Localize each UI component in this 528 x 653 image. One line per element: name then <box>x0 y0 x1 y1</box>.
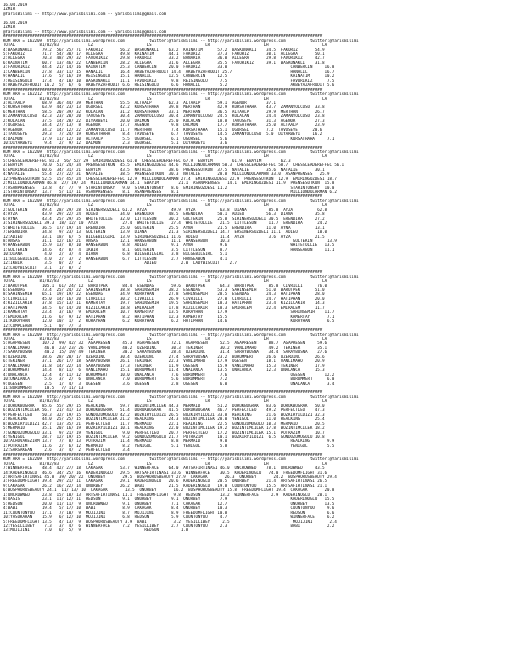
text-line: ################################################################################################################################### <box>3 194 323 199</box>
text-line: 12:COMPLEABA 5.1 0/ 7/ 3 <box>3 323 81 328</box>
text-line: TOTAL 81/82/83 LZ LS LR LH LA <box>3 336 328 341</box>
text-line: 10:ACHOVAKEZIRM 13.7 7/ 8/ 13 POTRAZIM 11.4 MERMAID 8.8 MERMAID 9.0 REALKING 9.9 <box>3 439 335 444</box>
text-line: 5:WHITETOLLIE 36.5 17/ 19/ 14 ERENDIRA 25.0 GULTEKIN 25.5 AYNA 21.5 ERENDIRA 11.0 AYNA 13.1 <box>3 225 325 230</box>
text-line: 4:AYZA 43.9 29/ 22/ 24 ADIEU 34.0 ERENDIRA 48.5 ERENDIRA 50.1 ADIEU 56.3 DIANA 35.8 <box>3 212 325 217</box>
text-line: 8:AKBEYAZAFRODIT 16.2 5/ 6/ 6 AKBEYAZAFRODIT 6.6 REISINGOLU 6.6 HANALIL 5.2 AKBEYAZAFRODIT 5.6 <box>3 83 335 88</box>
text-line: 11:BURUMMERT 10.5 7/ 11/ 13 <box>3 385 84 390</box>
text-line: 6:BOZINTIMCILEK 56.7 21/ 41/ 13 DORUKBUGRAK 51.4 DORUKBUGRAK 41.5 DORUKBUGRAK 46.7 PERFECTLEO 49.2 PERFECTLEO 47.3 <box>3 408 325 413</box>
text-line: 2:VANLIMAHO 31.8 14/ 22/ 14 SARAYBOSNA 17.3 TEKINER 11.9 OGESEN 15.9 VANLIMAHO 15.3 TEKINER 17.9 <box>3 363 325 368</box>
text-line: 9:HANSEABON 15.9 13/ 8/ 10 HANSEABON 8.8 ADIEU 9.1 AYNA 9.6 WHITETOLLIE 13.5 <box>3 243 335 248</box>
text-line: 7:GUNDUZUMUGULU 33.1 9/ 21/ 19 YENIGUL 9.0 PERFECTLEO 20.7 PERFECTLEO 17.2 BOZINTIMCILEK 15.1 POTRAZIM 10.7 <box>3 430 325 435</box>
text-line: 7:ERENDIRA 34.8 9/ 23/ 13 GULTEKIN 13.9 DIANA 21.3 SIRINERSUZDELI 14.7 ERSINERSUZDELI 11.1 ADIEU 10.0 <box>3 230 328 235</box>
text-line: TOTAL 81/82/83 LZ LS LR LH LA <box>3 154 328 159</box>
text-line: @YarisBilimi -- http://www.yarisbilimi.com -- yarisbilimi@gmail.com <box>3 29 167 34</box>
text-line: 12:ADIEU 33.1 18/ 6/ 5 BILGEBILGIRL 13.9 SIRINERSUZDELI 11.6 ADIEU 11.4 AYZA 3.6 AYZA 21.5 <box>3 234 325 239</box>
text-line: 3:FAVORIKIZ 44.4 21/ 14/ 16 KAINATIM 25.3 CANBERCIN 20.0 FAKORIZ 33.0 CANBERCIN 16.8 <box>3 65 335 70</box>
text-line: TOTAL 81/82/83 LZ LS LR LH LA <box>3 279 328 284</box>
text-line: 9:CAKAGAK 26.2 16/ 22/ 14 ONURBEY 26.2 BABI 21.5 KADERINOGLU 19.8 COUNTONYOU 15.5 ARTSAFIRTINASI 21.1 <box>3 483 328 488</box>
text-line: 7:SARAYBOSNA 40.2 15/ 19/ 49 TEKINER 30.2 SARAYBOSNA 28.4 OZERDINC 31.4 SARAYBOSNA 34.4 SARAYBOSNA 27.6 <box>3 350 328 355</box>
text-line: 2:REALKING 44.0 25/ 25/ 15 BOZINTIMCILEK 21.2 REALKING 24.3 BOZINTIMCILEK 28.0 YENIGUL 11.0 REALKING 25.4 <box>3 417 325 422</box>
text-line: 3:HATIPHAN 34.5 6/ 14/ 20 KIZILCAKIR 18.8 EMIRALEM 17.8 KIZILCAKIR 18.3 EMIRALEM 22.4 EMIRALEM 11.7 <box>3 305 325 310</box>
text-line: 1:TAVUSEYE 29.3 7/ 24/ 19 KURSATHAHA 8.4 TAVUSEYE 6.7 TAVUSEYE 14.5 ZAMANYOLCUSU 5.0 DIYARBEYI 16.2 <box>3 132 323 137</box>
text-line: ################################################################################################################################### <box>3 34 323 39</box>
text-line: 10:DIANA 4.0 2/ 3/ 4 DIANA 6.8 BILGEBILGIRL 3.8 BILGEBILGIRL 5.1 <box>3 252 228 257</box>
text-line: 2:ARTSAFIRTINASI 45.8 39/ 20/ 22 ONURBEY 29.5 BOSPHORUSBEAUTY 27.9 CAKAGAK 26.3 ONURBEY 24.2 BOSPHORUSBEAUTY 29.4 <box>3 475 337 480</box>
text-line: 6:KAINATIM 60.7 13/ 46/ 22 CANBERCIN 28.2 ALLEGRA 31.6 ALLEGRA 35.5 FAVORIKIZ 39.1 BASKONAKLI 31.8 <box>3 60 325 65</box>
text-line: 1:KAMERTAY 23.4 3/ 16/ 9 EMIRALEM 10.7 KAMERTAY 13.5 KORAYHAN 17.9 SAHINSEMIH 11.7 <box>3 310 335 315</box>
text-line: KUM ARA = 162209 http://yarisbilimi.wordpress.com twitter:@YarisBilimi -- http://yarisbilimi.wordpress.com twitter:@YarisBilimi <box>3 198 359 203</box>
text-line: 12:SARSAKEAN 2.6 3/ 4/ 2 PERFECTLEO 3.4 <box>3 448 130 453</box>
text-line: 12:PRENSESUTKUN 52.5 15/ 45/ 24 CHESSLEADEREFFEC 12.9 MILLIONDOLARMAN 27.4 EMIRINGOZDESI 22.9 PRENSESUTKUN 12.9 EMIRINGOZDESI 18.7 <box>3 176 337 181</box>
text-line: 6:ESENDAG 73.4 25/ 24/ 22 SAHINSEMIH 38.8 SAHINSEMIH 38.2 ESENDAG 53.3 SAHINSEMIH 51.0 BARUTPEK 51.0 <box>3 288 325 292</box>
text-line: 8:OZERDINC 38.6 28/ 20/ 17 OZERDINC 30.4 OZERDINC 27.4 SARAYBOSNA 23.2 BURUMMERT 26.6 OZERDINC 26.6 <box>3 354 325 359</box>
text-line: 11:BILGEBILGIRL 4.0 2/ 3/ 2 HANSEABON 6.7 LITTLESUN 2.7 HANSEABON 4.1 <box>3 256 228 261</box>
text-line: 3:SIRINERSUZDELI 39.3 18/ 12/ 10 AYZA 27.4 WHITETOLLIE 27.4 WHITETOLLIE 21.5 LITTLESUN 11.7 ERENDIRA 24.2 <box>3 221 328 226</box>
text-line: 6:BOSPHORUSBEAUTY 24.1 11/ 13/ 10 CAKAGAK 13.5 ONURBEY 16.2 BOSPHORUSBEAUTY 15.8 FREEDOMFLIGHT 19.4 CAKAGAK 20.8 <box>3 488 335 493</box>
text-line: 12:YESILLIBEY 7.3 3/ 4/ 6 WINNERFACE 7.2 YESILLIBEY 2.7 COUNTONYOU 2.3 BABI 2.2 <box>3 524 335 529</box>
text-line: 7:REISINGOLU 17.4 4/ 10/ 10 BASKONAKLI 11.1 FAVORIKIZ 9.8 REISINGOLU 7.5 FAVORIKIZ 7.5 <box>3 78 335 83</box>
text-line: 5:REDSUN 20.0 11/ 11/ 9 UNCROWNED 9.1 ONURBEY 7.1 CAKAGAK 12.7 ONURBEY 13.5 <box>3 501 335 506</box>
text-line: 1:STARINTONSKY 13.7 5/ 11/ 11 ASANPRENSES 8.1 ASANPRENSES 8.1 MILLIONDOLARMAN 6.2 <box>3 190 337 195</box>
text-line: 10:UNALANCA 5.6 3/ 2/ 6 UNALANCA 7.0 BURUMMERT 5.6 BURUMMERT 7.2 BURUMMERT 6.0 <box>3 377 335 382</box>
text-line: TOTAL 81/82/83 LZ LS LR LH LA <box>3 96 328 101</box>
text-line: ################################################################################################################################### <box>3 328 323 333</box>
text-line: 6:MERTHAN 58.5 20/ 39/ 32 KOLACAN 31.2 KURSATHAHA 33.1 MERTHAN 36.5 ALTAALP 29.9 MERTHAN 26.7 <box>3 109 325 114</box>
text-line: 13:MOJIJINI 7.0 6/ 5/ 9 REDSUN 1.8 <box>3 528 189 533</box>
text-line: ################################################################################################################################### <box>3 87 323 92</box>
text-line: 8:OASIS 23.1 11/ 12/ 11 REDSUN 9.1 ONURBEY 9.1 ONURBEY 7.9 KADERINOGLU 15.5 <box>3 497 335 502</box>
text-line: 3:FREEDOMFLIGHT 39.4 29/ 21/ 11 CAKAGAK 29.1 KADERINOGLU 20.6 KADERINOGLU 20.5 ONURBEY 21.4 ARTSAFIRTINASI 26.5 <box>3 479 328 484</box>
document-text <box>3 3 525 533</box>
text-line: 16.04.2019 <box>3 3 28 7</box>
text-line: ################################################################################################################################### <box>3 270 323 275</box>
text-line: TOTAL 81/82/83 LZ LS LR LH LA <box>3 461 328 466</box>
text-line: 1:UNCROWNED 23.8 15/ 10/ 13 ARTSAFIRTINASI 11.1 FREEDOMFLIGHT 9.8 REDSUN 13.2 WINNERFACE 2.9 KADERINOGLU 20.1 <box>3 492 328 497</box>
text-line: 3:ALTAALP 68.9 36/ 44/ 39 MERTHAN 55.5 ALTAALP 62.3 ALTAALP 59.1 AGENOR 37.1 <box>3 100 276 105</box>
text-line: 7:WINNERFACE 48.4 42/ 27/ 18 CAKAGAK 53.7 WINNERFACE 64.0 ARTSAFIRTINASI 46.0 UNCROWNED 78.1 UNCROWNED 43.5 <box>3 466 325 471</box>
text-line: 3:BURUMMERT 14.4 8/ 11/ 6 VANLIMAHO 15.1 BURUMMERT 11.4 UNALANCA 13.5 UNALANCA 12.3 UNALANCA 15.3 <box>3 368 325 373</box>
text-line: 1:CANBERCIN 27.8 33/ 11/ 15 HANALIL 16.4 AKBEYAZAFRODIT 14.4 AKBEYAZAFRODIT 25.7 HANALIL 16.7 <box>3 69 335 74</box>
text-line: 4:UNALANCA 12.4 4/ 11/ 12 BURUMMERT 10.0 UNALANCA 7.6 BURUMMERT 7.6 OGESEN 12.2 <box>3 372 335 377</box>
text-line: 9:OGESEN 2.5 1/ 4/ 3 OGESEN 3.6 OGESEN 2.8 OGESEN 6.0 UNALANCA 3.4 <box>3 381 335 386</box>
text-line: 4:YENIGUL 28.7 12/ 19/ 15 BOZINTIMCILEK 9.2 GUNDUZUMUGULU 21.7 POTRAZIM 10.1 BOZKIRYILDIZI 6.5 GUNDUZUMUGULU 10.8 <box>3 434 325 439</box>
text-line: 6:TEKINER 37.1 26/ 17/ 18 SARAYBOSNA 26.1 TEKINER 22.3 VANLIMAHO 17.9 OGESEN 18.1 VANLIMAHO 20.9 <box>3 359 325 364</box>
text-line: 4:BASKONAKLI 79.2 56/ 25/ 71 FAKORIZ 56.2 BASKONAKLI 63.2 KAINATIM 57.2 BASKONAKLI 34.5 FAKORIZ 54.9 <box>3 47 325 52</box>
text-line: 2:ALLEGRA 70.3 48/ 29/ 32 FAVORIKIZ 29.8 FAKORIZ 33.2 BANARIA 36.0 ALLEGRA 29.8 FAVORIKIZ 42.7 <box>3 56 325 61</box>
text-line: 8:SAHINSEMIH 65.1 19/ 19/ 22 ESENDAG 34.9 KORAYHAN 27.8 SAHINSEMIH 28.5 ESENDAG 24.3 HATIPHAN 28.0 <box>3 292 325 297</box>
text-line: TOTAL 81/82/83 LZ LS LR LH LA <box>3 399 328 404</box>
text-line: 6:AYNA 43.4 25/ 29/ 35 WHITETOLLIE 32.0 LITTLESUN 30.2 GULTEKIN 25.8 SIRINERSUZDELI 30.5 ERENDIRA 27.2 <box>3 216 325 221</box>
text-line: 5:CHESSLEADEREFFEC 81.3 56/ 52/ 29 EMIRINGOZDESI 61.0 CHESSLEADEREFFEC 67.9 EBAYIM 61.9 EBAYIM 62.3 <box>3 158 291 163</box>
text-line: 3:EBAYIM 70.0 51/ 24/ 34 PRENSESUTKUN 45.5 EMIRINGOZDESI 44.6 MILLIONDOLARMAN 50.3 CHESSLEADEREFFEC 58.7 CHESSLEADEREFFEC 56.1 <box>3 163 345 168</box>
text-line: IZMIR <box>3 25 16 30</box>
text-line: 1:GULTEKIN 14.6 4/ 8/ 4 IKBIR 8.1 GULTEKIN 3.5 LITTLESUN 8.7 HANSEABON 11.1 <box>3 247 335 252</box>
text-line: KUM ARA = 162209 http://yarisbilimi.wordpress.com twitter:@YarisBilimi -- http://yarisbilimi.wordpress.com twitter:@YarisBilimi <box>3 149 359 154</box>
text-line: KUM ARA = 162209 http://yarisbilimi.wordpress.com twitter:@YarisBilimi -- http://yarisbilimi.wordpress.com twitter:@YarisBilimi <box>3 38 359 43</box>
text-line: 9:HANALIL 17.6 5/ 16/ 19 REISINGOLU 15.1 HANALIL 12.5 CANBERCIN 12.5 KAINATIM 10.2 <box>3 74 335 79</box>
text-line: 4:NATALIE 55.4 27/ 22/ 31 NATALIE 38.5 PRENSESUTKUN 30.3 NATALIE 28.8 MILLIONDOLARMAN 33.0 ASANPRENSES 25.9 <box>3 172 330 177</box>
text-line: 10:DIYARBEYI 9.4 2/ 9/ 12 DALMON 2.3 UGURSEL 5.1 DIYARBEYI 3.6 <box>3 141 228 146</box>
text-line: ################################################################################################################################### <box>3 390 323 395</box>
text-line: KUM ARA = 162209 http://yarisbilimi.wordpress.com twitter:@YarisBilimi -- http://yarisbilimi.wordpress.com twitter:@YarisBilimi <box>3 274 359 279</box>
text-line: 7:EMIRALEM 21.6 6/ 9/ 12 HATIPHAN 8.2 HATIPHAN 12.3 KAMERTAY 15.5 KAMERTAY 7.1 <box>3 314 335 319</box>
text-line: 2:BARUTPEK 105.1 61/ 24/ 12 BARUTPEK 84.4 ESENDAG 59.6 BARUTPEK 64.3 BARUTPEK 85.8 CIVRILLI 76.0 <box>3 283 328 288</box>
text-line: 11:COUNTONYOU 17.1 7/ 10/ 9 MOJIJINI 8.7 MOJIJINI 8.9 FREEDOMFLIGHT 10.8 REDSUN 6.6 <box>3 510 335 515</box>
text-line: @YarisBilimi -- http://www.yarisbilimi.com -- yarisbilimi@gmail.com <box>3 11 167 16</box>
text-line: 12:LADYBISCUIT 3.1 1/ 0/ 2 <box>3 265 81 270</box>
text-line: 11:KORAYHAN 12.0 10/ 1/ 2 KORAYHAN 6.2 KORAYHAN 6.2 HATIPHAN 14.6 KORAYHAN 6.5 <box>3 319 335 324</box>
text-line: 5:CIVRILLI 45.0 14/ 16/ 20 CIVRILLI 30.2 CIVRILLI 26.9 CIVRILLI 27.0 CIVRILLI 24.7 HATIPHAN 20.0 <box>3 296 325 301</box>
text-line: ################################################################################################################################### <box>3 452 323 457</box>
text-line: KUM ARA = 162212 http://yarisbilimi.wordpress.com twitter:@YarisBilimi -- http://yarisbilimi.wordpress.com twitter:@YarisBilimi <box>3 92 359 97</box>
text-line: 2:MILLIONDOLARMAN 46.8 27/ 19/ 24 MILLIONDOLARMAN 14.1 EBAYIM 21.1 ASANPRENSES 14.1 EMIRINGOZDESI 11.9 PRENSESUTKUN 15.8 <box>3 181 335 186</box>
text-line: 5:FAKORIZ 71.7 54/ 30/ 17 ALLEGRA 49.8 KAINATIM 44.1 FAKORIZ 37.3 FAKORIZ 30.1 ALLEGRA 50.1 <box>3 51 325 56</box>
text-line: 12:IKBIR 3.5 0/ 2/ 2 ADIEU 2.0 LADYBISCUIT 2.7 <box>3 261 237 266</box>
text-line: 2:GULTEKIN 49.4 28/ 29/ 28 SIRINERSUZDELI 61.2 AYZA 49.9 AYZA 63.8 DIANA 85.8 AYZA 62.8 <box>3 207 328 212</box>
text-line: 7:UGURSEL 34.4 27/ 13/ 8 AGENOR 17.7 AGENOR 9.8 DALMON 17.7 KURSATHAHA 25.0 ALTAALP 23.9 <box>3 123 325 128</box>
text-line: TOTAL 81/82/83 LZ LS LR LH LA <box>3 43 328 48</box>
text-line: 8:BOZKIRYILDIZI 42.7 13/ 35/ 21 PERFECTLEO 11.7 MERMAID 22.1 REALKING 22.5 GUNDUZUMUGULU 10.3 MERMAID 20.5 <box>3 421 325 426</box>
text-line: 5:FREEDOMFLIGHT 13.5 4/ 13/ 9 BOSPHORUSBEAUTY 3.9 BABI 3.2 YESILLIBEY 2.5 MOJIJINI 2.4 <box>3 519 337 524</box>
text-line: 8:ANSAS 31.1 12/ 16/ 21 ANSAS 12.1 HANSEABON 11.1 HANSEABON 10.3 GULTEKIN 13.9 <box>3 239 337 244</box>
text-line: 4:KIZILCAKIR 37.8 15/ 13/ 11 KAMERTAY 19.7 SAHINSEMIH 19.5 SAHINSEMIH 18.3 HATIPHAN 23.4 KIZILCAKIR 14.3 <box>3 301 325 306</box>
text-line: 1:POTRAZIM 11.6 2/ 6/ 12 MERMAID 8.2 YENIGUL 5.1 YENIGUL 5.8 YENIGUL 5.5 <box>3 443 335 448</box>
text-line: 5:AGAPRESEN 107.2 99/ 42/ 32 AGAPRESEN 45.3 AGAPRESEN 72.1 AGAPRESEN 52.5 AGAPRESEN 88.7 AGAPRESEN 59.6 <box>3 341 328 346</box>
text-line: 4:BABI 19.4 5/ 17/ 10 BABI 8.9 CAKAGAK 8.4 ONURBEY 10.3 COUNTONYOU 9.6 <box>3 506 335 511</box>
text-line: 9:PERFECTLEO 50.3 32/ 19/ 15 GUNDUZUMUGULU 42.2 BOZKIRYILDIZI 26.5 BOZKIRYILDIZI 33.8 REALKING 21.6 BOZKIRYILDIZI 32.3 <box>3 412 325 417</box>
text-line: 1:VANLIMAHO 46.0 23/ 23/ 26 VANLIMAHO 40.2 OZERDINC 30.3 TEKINER 30.2 VANLIMAHO 49.2 TEKINER 35.1 <box>3 345 328 350</box>
text-line: KUM ARA = 162209 http://yarisbilimi.wordpress.com twitter:@YarisBilimi -- http://yarisbilimi.wordpress.com twitter:@YarisBilimi <box>3 332 359 337</box>
text-line: KUM ARA = 162209 http://yarisbilimi.wordpress.com twitter:@YarisBilimi -- http://yarisbilimi.wordpress.com twitter:@YarisBilimi <box>3 394 359 399</box>
text-line: 4:DALMON 17.9 11/ 12/ 10 ALTAALP 5.5 UGURSEL 6.1 UGURSEL 5.6 KURSATHAHA 7.1 <box>3 136 335 141</box>
text-line: 14:KADERINOGLU 46.6 34/ 25/ 16 KADERINOGLU 29.5 ARTSAFIRTINASI 33.6 WINNERFACE 30.5 KADERINOGLU 74.0 FREEDOMFLIGHT 31.6 <box>3 470 328 475</box>
text-line: 6:EMIRINGOZDESI 60.6 34/ 31/ 21 EBAYIM 43.5 NATALIE 38.6 PRENSESUTKUN 37.5 NATALIE 35.6 NATALIE 30.1 <box>3 167 325 172</box>
text-line: TOTAL 81/82/83 LZ LS LR LH LA <box>3 203 328 208</box>
text-line: 9:AGENOR 34.2 14/ 12/ 22 ZAMANYOLCUSU 11.7 MERTHAN 7.4 KURSATHAHA 15.1 UGURSEL 7.2 TAVUSEYE 20.6 <box>3 127 323 132</box>
text-line: 16.04.2019 <box>3 20 28 25</box>
text-line: 8:ZAMANYOLCUSU 42.3 23/ 20/ 20 TAVUSEYE 30.4 ZAMANYOLCUSU 30.4 ZAMANYOLCUSU 24.5 KOLACAN 24.4 ZAMANYOLCUSU 23.8 <box>3 114 325 119</box>
text-line: KUM ARA = 162209 http://yarisbilimi.wordpress.com twitter:@YarisBilimi -- http://yarisbilimi.wordpress.com twitter:@YarisBilimi <box>3 457 359 462</box>
text-line: 3:DORUKBUGRAK 85.6 55/ 29/ 15 REALKING 59.7 BOZINTIMCILEK 44.3 MERMAID 51.2 DORUKBUGRAK 83.6 DORUKBUGRAK 50.0 <box>3 403 325 408</box>
text-line: 5:KURSATHAHA 63.9 44/ 23/ 13 UGURSEL 42.2 KURSATHAHA 39.8 MERTHAN 42.9 KURSATHAHA 43.7 ZAMANYOLCUSU 33.8 <box>3 105 325 110</box>
text-line: 7:ASANPRENSES 13.8 4/ 7/ 9 STARINTONSKY 9.0 STARINTONSKY 8.6 EMIRINGOZDESI 11.2 STARINTONSKY 10.0 <box>3 185 335 190</box>
text-line: IZMIR <box>3 7 16 12</box>
text-line: 5:MERMAID 35.1 20/ 16/ 19 BOZKIRYILDIZI 10.1 REALKING 22.0 BOZINTIMCILEK 19.2 BOZINTIMCILEK 17.8 BOZINTIMCILEK 18.2 <box>3 426 325 431</box>
text-line: 2:KOLACAN 37.5 14/ 28/ 22 DIYARBEYI 20.0 DALMON 25.0 KOLACAN 18.8 TAVUSEYE 31.3 AGENOR 27.3 <box>3 118 325 123</box>
text-line: 10:YASUKARAN 15.9 6/ 12/ 10 MOJIJINI 6.8 REDSUN 5.9 COUNTONYOU 4.7 WINNERFACE 6.2 <box>3 515 335 520</box>
text-line: ################################################################################################################################### <box>3 145 323 150</box>
